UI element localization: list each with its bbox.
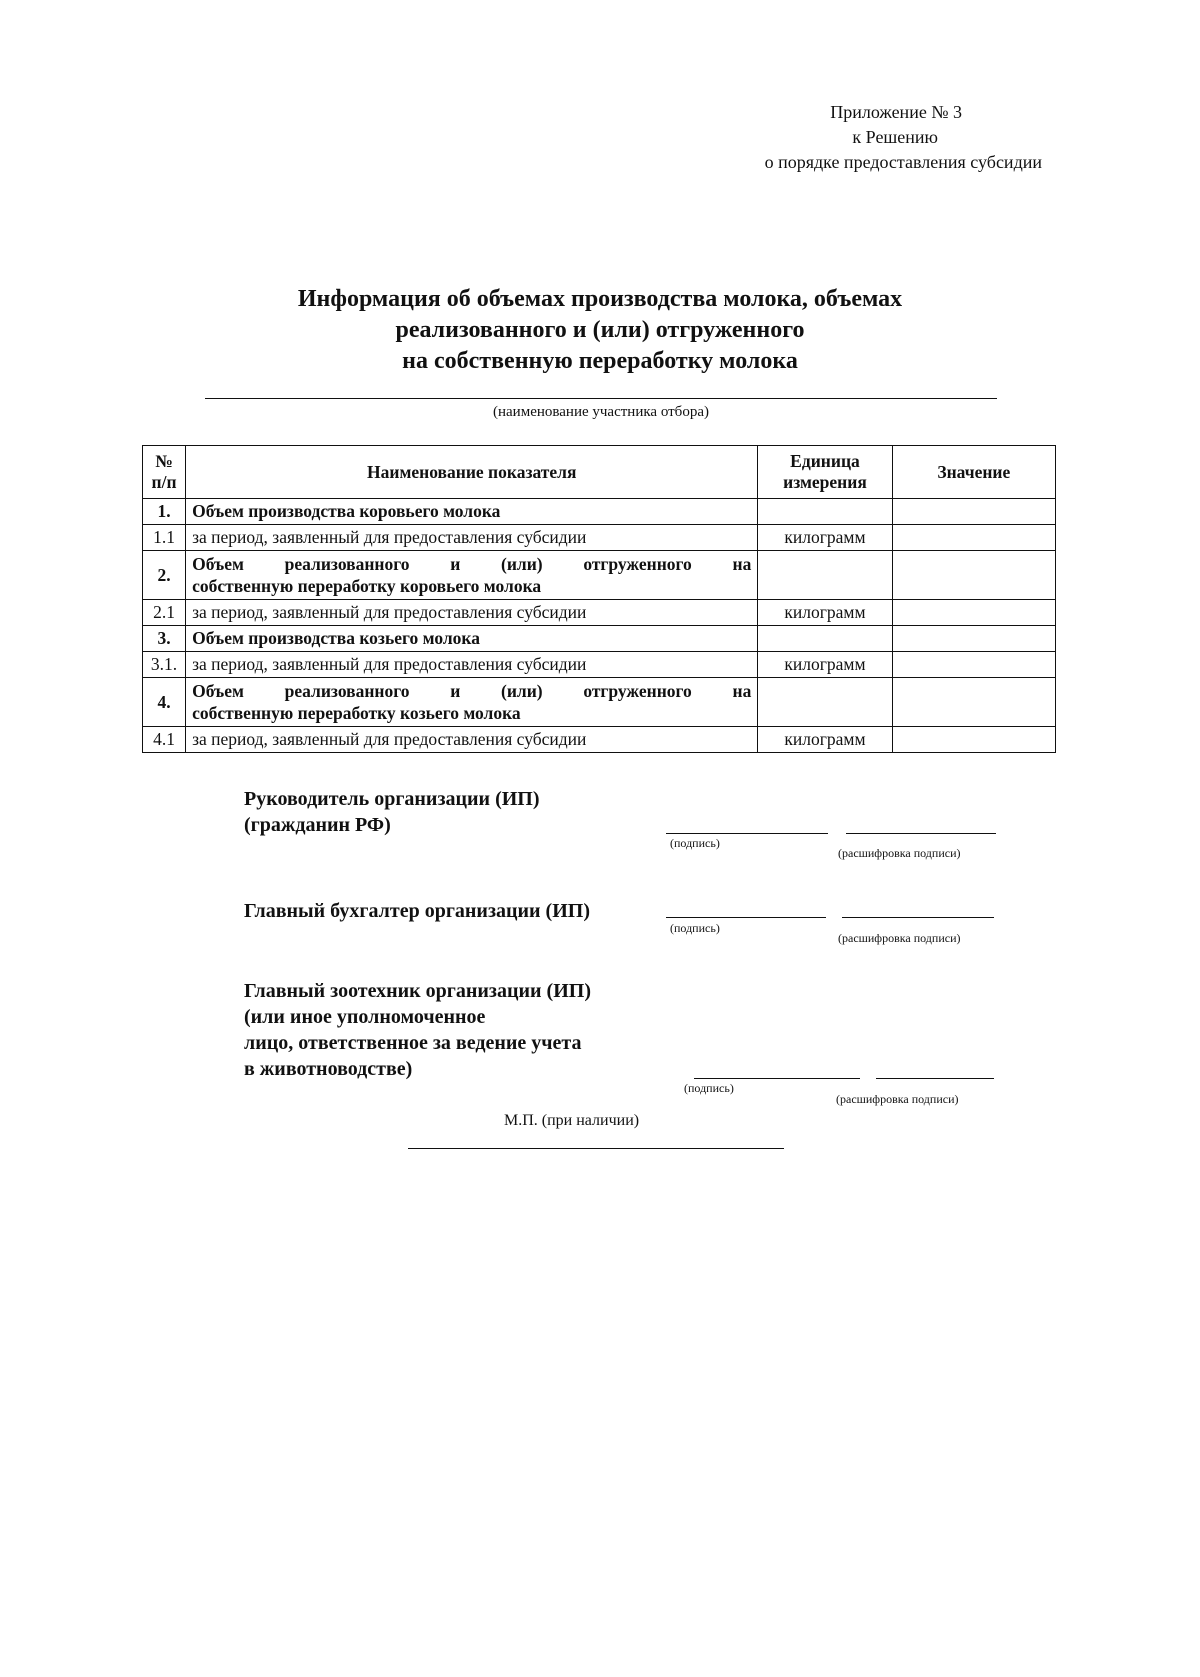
head-signature-line[interactable]	[666, 833, 828, 834]
accountant-signature-line[interactable]	[666, 917, 826, 918]
row-value[interactable]	[892, 727, 1055, 753]
zootechnician-signature-caption: (подпись)	[684, 1081, 734, 1095]
row-value[interactable]	[892, 600, 1055, 626]
appendix-header	[600, 100, 1042, 175]
row-unit: килограмм	[758, 652, 892, 678]
table-row	[143, 626, 1056, 652]
row-name: Объем производства козьего молока	[186, 626, 758, 652]
appendix-line-2: к Решению	[852, 127, 938, 147]
stamp-line	[408, 1148, 784, 1149]
accountant-signature-caption: (подпись)	[670, 921, 720, 935]
appendix-line-1: Приложение № 3	[830, 102, 962, 122]
row-number: 3.1.	[143, 652, 186, 678]
header-unit-line-1: Единица	[790, 451, 860, 471]
row-unit: килограмм	[758, 525, 892, 551]
appendix-line-3: о порядке предоставления субсидии	[764, 152, 1042, 172]
row-number: 1.	[143, 499, 186, 525]
table-row	[143, 652, 1056, 678]
row-unit: килограмм	[758, 727, 892, 753]
row-unit: килограмм	[758, 600, 892, 626]
row-value[interactable]	[892, 652, 1055, 678]
row-name: Объем производства коровьего молока	[186, 499, 758, 525]
row-value[interactable]	[892, 499, 1055, 525]
row-name: за период, заявленный для предоставления субсидии	[186, 652, 758, 678]
zootechnician-signature-line[interactable]	[694, 1078, 860, 1079]
head-label-line-1: Руководитель организации (ИП)	[244, 788, 540, 810]
row-value[interactable]	[892, 678, 1055, 727]
zootechnician-decoding-line[interactable]	[876, 1078, 994, 1079]
accountant-decoding-line[interactable]	[842, 917, 994, 918]
table-row	[143, 551, 1056, 600]
table-header-row	[143, 446, 1056, 499]
zootechnician-label-line-2: (или иное уполномоченное	[244, 1006, 486, 1028]
row-name-line-2: собственную переработку коровьего молока	[192, 576, 542, 596]
head-signature-label	[244, 786, 644, 838]
head-decoding-caption: (расшифровка подписи)	[838, 846, 961, 860]
row-name-line-1: Объем реализованного и (или) отгруженного на	[192, 554, 752, 574]
row-value[interactable]	[892, 626, 1055, 652]
row-unit	[758, 551, 892, 600]
row-number: 3.	[143, 626, 186, 652]
row-unit	[758, 626, 892, 652]
head-label-line-2: (гражданин РФ)	[244, 814, 391, 836]
table-row	[143, 600, 1056, 626]
row-number: 2.	[143, 551, 186, 600]
title-line-1: Информация об объемах производства молока, объемах	[297, 286, 903, 312]
row-name: за период, заявленный для предоставления субсидии	[186, 600, 758, 626]
zootechnician-label-line-3: лицо, ответственное за ведение учета	[244, 1032, 582, 1054]
row-name: за период, заявленный для предоставления субсидии	[186, 727, 758, 753]
table-row	[143, 499, 1056, 525]
row-name: за период, заявленный для предоставления субсидии	[186, 525, 758, 551]
row-name-line-2: собственную переработку козьего молока	[192, 703, 521, 723]
row-name	[186, 678, 758, 727]
header-value: Значение	[892, 446, 1055, 499]
header-num-line-2: п/п	[151, 472, 177, 492]
stamp-label: М.П. (при наличии)	[504, 1112, 640, 1129]
accountant-decoding-caption: (расшифровка подписи)	[838, 931, 961, 945]
row-number: 4.1	[143, 727, 186, 753]
row-unit	[758, 678, 892, 727]
row-value[interactable]	[892, 551, 1055, 600]
participant-caption: (наименование участника отбора)	[493, 404, 709, 420]
indicators-table	[142, 445, 1056, 753]
row-name	[186, 551, 758, 600]
header-name: Наименование показателя	[186, 446, 758, 499]
row-name-line-1: Объем реализованного и (или) отгруженного на	[192, 681, 752, 701]
row-number: 2.1	[143, 600, 186, 626]
table-row	[143, 678, 1056, 727]
table-row	[143, 727, 1056, 753]
zootechnician-signature-label	[244, 978, 664, 1082]
title-line-3: на собственную переработку молока	[402, 348, 798, 374]
zootechnician-decoding-caption: (расшифровка подписи)	[836, 1092, 959, 1106]
zootechnician-label-line-4: в животноводстве)	[244, 1058, 413, 1080]
row-number: 4.	[143, 678, 186, 727]
header-num	[143, 446, 186, 499]
header-unit	[758, 446, 892, 499]
row-value[interactable]	[892, 525, 1055, 551]
header-num-line-1: №	[155, 451, 173, 471]
document-title	[160, 284, 1040, 377]
head-signature-caption: (подпись)	[670, 836, 720, 850]
row-number: 1.1	[143, 525, 186, 551]
row-unit	[758, 499, 892, 525]
zootechnician-label-line-1: Главный зоотехник организации (ИП)	[244, 980, 591, 1002]
header-unit-line-2: измерения	[783, 472, 867, 492]
table-row	[143, 525, 1056, 551]
head-decoding-line[interactable]	[846, 833, 996, 834]
accountant-signature-label: Главный бухгалтер организации (ИП)	[244, 900, 590, 922]
participant-name-line	[205, 398, 997, 399]
title-line-2: реализованного и (или) отгруженного	[395, 317, 805, 343]
